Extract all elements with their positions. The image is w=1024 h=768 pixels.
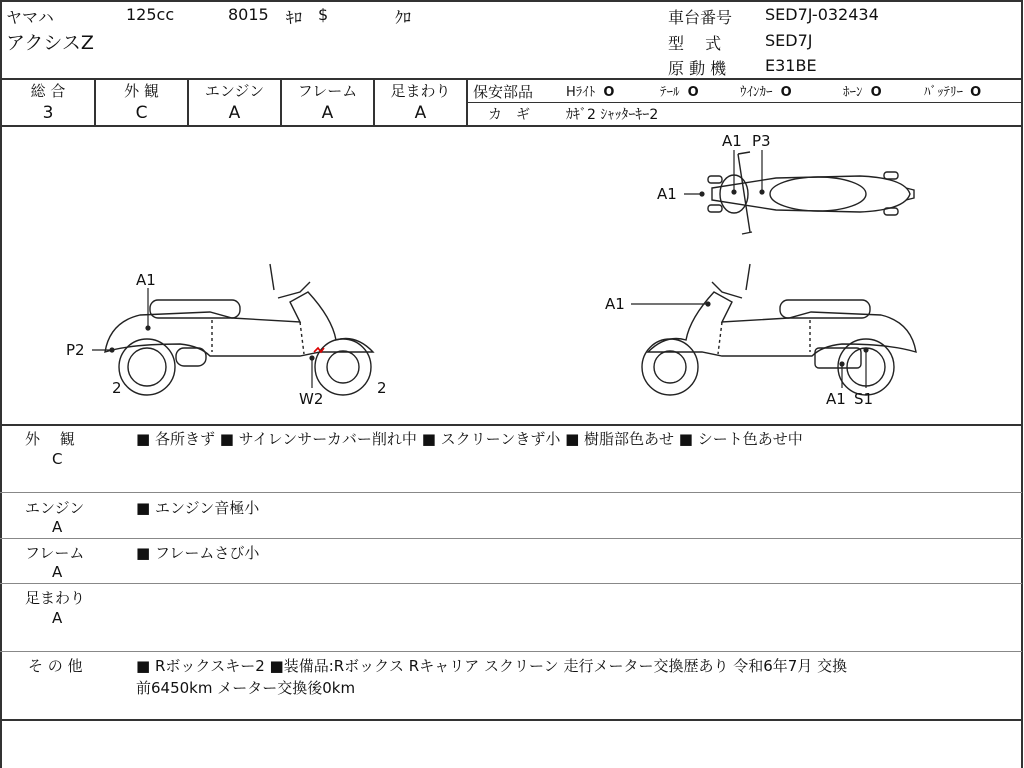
exterior-grade: C (135, 103, 148, 123)
diagram-label: A1 (722, 132, 742, 150)
diagram-label: A1 (826, 390, 846, 408)
key-value: ｶｷﾞ2 ｼｬｯﾀｰｷｰ2 (566, 107, 659, 123)
remark-text-other: ■ Rボックスキー2 ■装備品:Rボックス Rキャリア スクリーン 走行メーター交換歴あり 令和6年7月 交換 (136, 657, 848, 675)
remarks-divider (0, 651, 1022, 652)
remark-text-exterior: ■ 各所きず ■ サイレンサーカバー削れ中 ■ スクリーンきず小 ■ 樹脂部色あせ ■ シート色あせ中 (136, 430, 803, 448)
engine-grade-label: エンジン (204, 82, 265, 100)
safety-item-name: ﾊﾞｯﾃﾘｰ (924, 85, 963, 100)
dollar-mark: $ (318, 5, 329, 24)
check-mark: O (870, 85, 882, 100)
scooter-right-view (642, 264, 916, 395)
diagram-label: P2 (66, 341, 85, 359)
frame-grade: A (321, 103, 334, 123)
displacement: 125cc (126, 5, 175, 24)
remark-text-frame: ■ フレームさび小 (136, 544, 260, 562)
remark-label-engine: エンジン (25, 499, 85, 517)
remark-label-frame: フレーム (25, 544, 85, 562)
remark-grade-frame: A (52, 563, 63, 581)
key-label: カ ギ (488, 107, 530, 123)
safety-item-name: ﾃｰﾙ (660, 85, 680, 100)
safety-item-name: ｳｲﾝｶｰ (740, 85, 773, 100)
suspension-grade: A (414, 103, 427, 123)
remark-text-engine: ■ エンジン音極小 (136, 499, 260, 517)
unit: ｷﾛ (286, 8, 303, 27)
exterior-label: 外 観 (124, 82, 159, 100)
frame-no: SED7J-032434 (765, 5, 879, 24)
type-label: 型 式 (668, 34, 722, 53)
remark-grade-suspension: A (52, 609, 63, 627)
remark-grade-engine: A (52, 518, 63, 536)
diagram-label: P3 (752, 132, 771, 150)
remark-label-exterior: 外 観 (25, 430, 75, 448)
diagram-label: S1 (854, 390, 874, 408)
type-value: SED7J (765, 31, 813, 50)
overall-label: 総 合 (30, 82, 66, 100)
remark-label-suspension: 足まわり (25, 589, 86, 607)
model-name: アクシスZ (6, 32, 94, 54)
frame-no-label: 車台番号 (668, 8, 733, 27)
frame-grade-label: フレーム (297, 82, 358, 100)
remarks-bottom-line (0, 719, 1022, 721)
remark-text-other-line2: 前6450km メーター交換後0km (136, 679, 356, 697)
safety-item-name: ﾎｰﾝ (843, 85, 863, 100)
diagram-label: A1 (136, 271, 156, 289)
remarks-divider (0, 583, 1022, 584)
safety-item-name: Hﾗｲﾄ (566, 85, 596, 100)
diagram-label: 2 (377, 379, 387, 397)
check-mark: O (603, 85, 615, 100)
color: ｸﾛ (395, 8, 412, 27)
engine-grade: A (228, 103, 241, 123)
engine-value: E31BE (765, 56, 817, 75)
scooter-top-view (708, 152, 914, 234)
diagram-label: A1 (605, 295, 625, 313)
safety-label: 保安部品 (473, 83, 534, 101)
suspension-grade-label: 足まわり (390, 82, 451, 100)
check-mark: O (687, 85, 699, 100)
diagram-label: W2 (299, 390, 324, 408)
mileage-code: 8015 (228, 5, 269, 24)
remarks-divider (0, 492, 1022, 493)
maker: ヤマハ (6, 8, 54, 27)
diagram-label: A1 (657, 185, 677, 203)
remark-label-other: そ の 他 (28, 657, 83, 675)
diagram-label: 2 (112, 379, 122, 397)
overall-grade: 3 (42, 103, 54, 123)
engine-label: 原 動 機 (668, 59, 727, 78)
check-mark: O (780, 85, 792, 100)
remark-grade-exterior: C (52, 450, 63, 468)
check-mark: O (970, 85, 982, 100)
remarks-divider (0, 538, 1022, 539)
remarks-top-line (0, 424, 1022, 426)
